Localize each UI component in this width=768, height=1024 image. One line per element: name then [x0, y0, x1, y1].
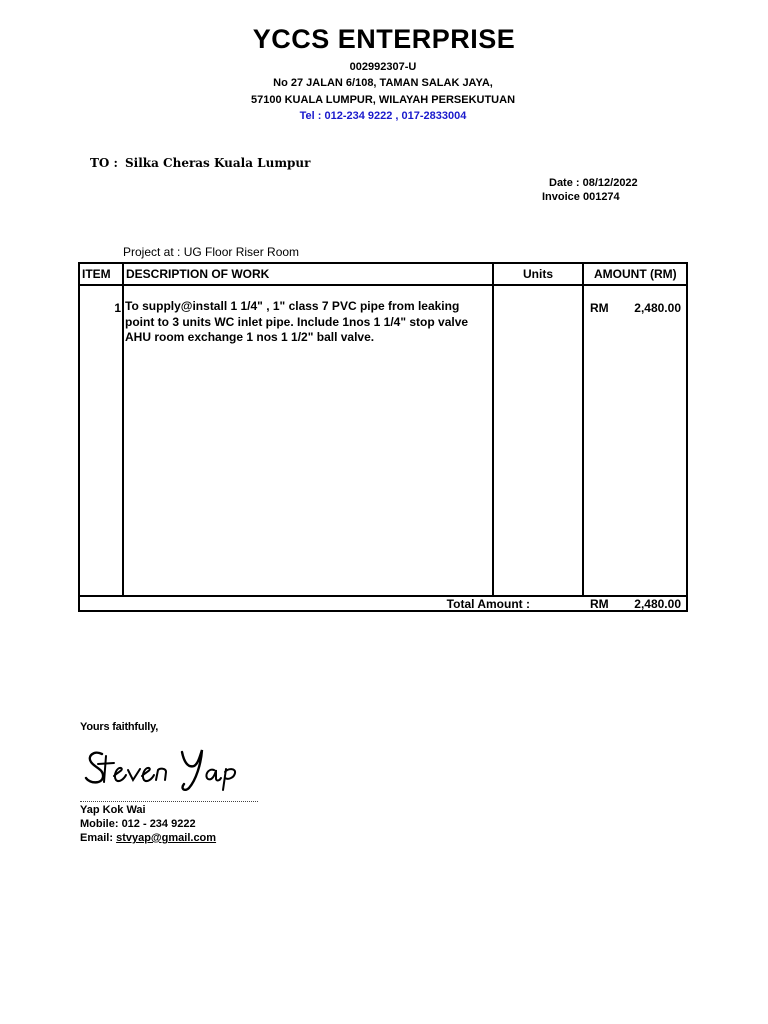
invoice-number: Invoice 001274: [542, 191, 620, 203]
email-line: [80, 831, 216, 845]
description-line: AHU room exchange 1 nos 1 1/2" ball valve.: [125, 330, 375, 344]
header-units: Units: [523, 267, 553, 281]
column-divider: [582, 264, 584, 595]
closing-salutation: Yours faithfully,: [80, 721, 159, 733]
email-label: Email:: [80, 832, 114, 844]
mobile-label: Mobile:: [80, 818, 119, 830]
signatory-name: Yap Kok Wai: [80, 804, 146, 816]
header-description: DESCRIPTION OF WORK: [126, 267, 270, 281]
recipient-label: TO :: [90, 156, 118, 170]
address-line-1: No 27 JALAN 6/108, TAMAN SALAK JAYA,: [273, 77, 493, 89]
invoice-table: [78, 262, 688, 612]
address-line-2: 57100 KUALA LUMPUR, WILAYAH PERSEKUTUAN: [250, 94, 516, 106]
column-divider: [492, 264, 494, 595]
total-label: Total Amount :: [446, 597, 530, 611]
total-amount: 2,480.00: [634, 597, 681, 611]
mobile-line: [80, 817, 196, 831]
email-link[interactable]: stvyap@gmail.com: [116, 832, 217, 844]
header-item: ITEM: [82, 267, 111, 281]
signature-line: [80, 801, 258, 802]
description-line: point to 3 units WC inlet pipe. Include 1nos 1 1/4" stop valve: [125, 314, 469, 329]
mobile-number: 012 - 234 9222: [121, 818, 196, 830]
row-amount: 2,480.00: [634, 301, 681, 315]
row-currency: RM: [590, 301, 609, 315]
registration-number: 002992307-U: [349, 61, 417, 73]
column-divider: [122, 264, 124, 595]
company-name: YCCS ENTERPRISE: [252, 24, 516, 54]
total-currency: RM: [590, 597, 609, 611]
header-divider: [80, 284, 686, 286]
telephone-line: Tel : 012-234 9222 , 017-2833004: [299, 110, 467, 122]
row-description: [125, 299, 485, 346]
project-location: Project at : UG Floor Riser Room: [123, 245, 300, 259]
header-amount: AMOUNT (RM): [594, 267, 677, 281]
invoice-date: Date : 08/12/2022: [549, 177, 638, 189]
row-item-number: 1: [114, 301, 121, 315]
description-line: To supply@install 1 1/4" , 1" class 7 PVC pipe from leaking: [125, 299, 460, 313]
handwritten-signature: [84, 742, 254, 797]
signature-image: [84, 742, 254, 792]
recipient-name: Silka Cheras Kuala Lumpur: [125, 156, 311, 170]
